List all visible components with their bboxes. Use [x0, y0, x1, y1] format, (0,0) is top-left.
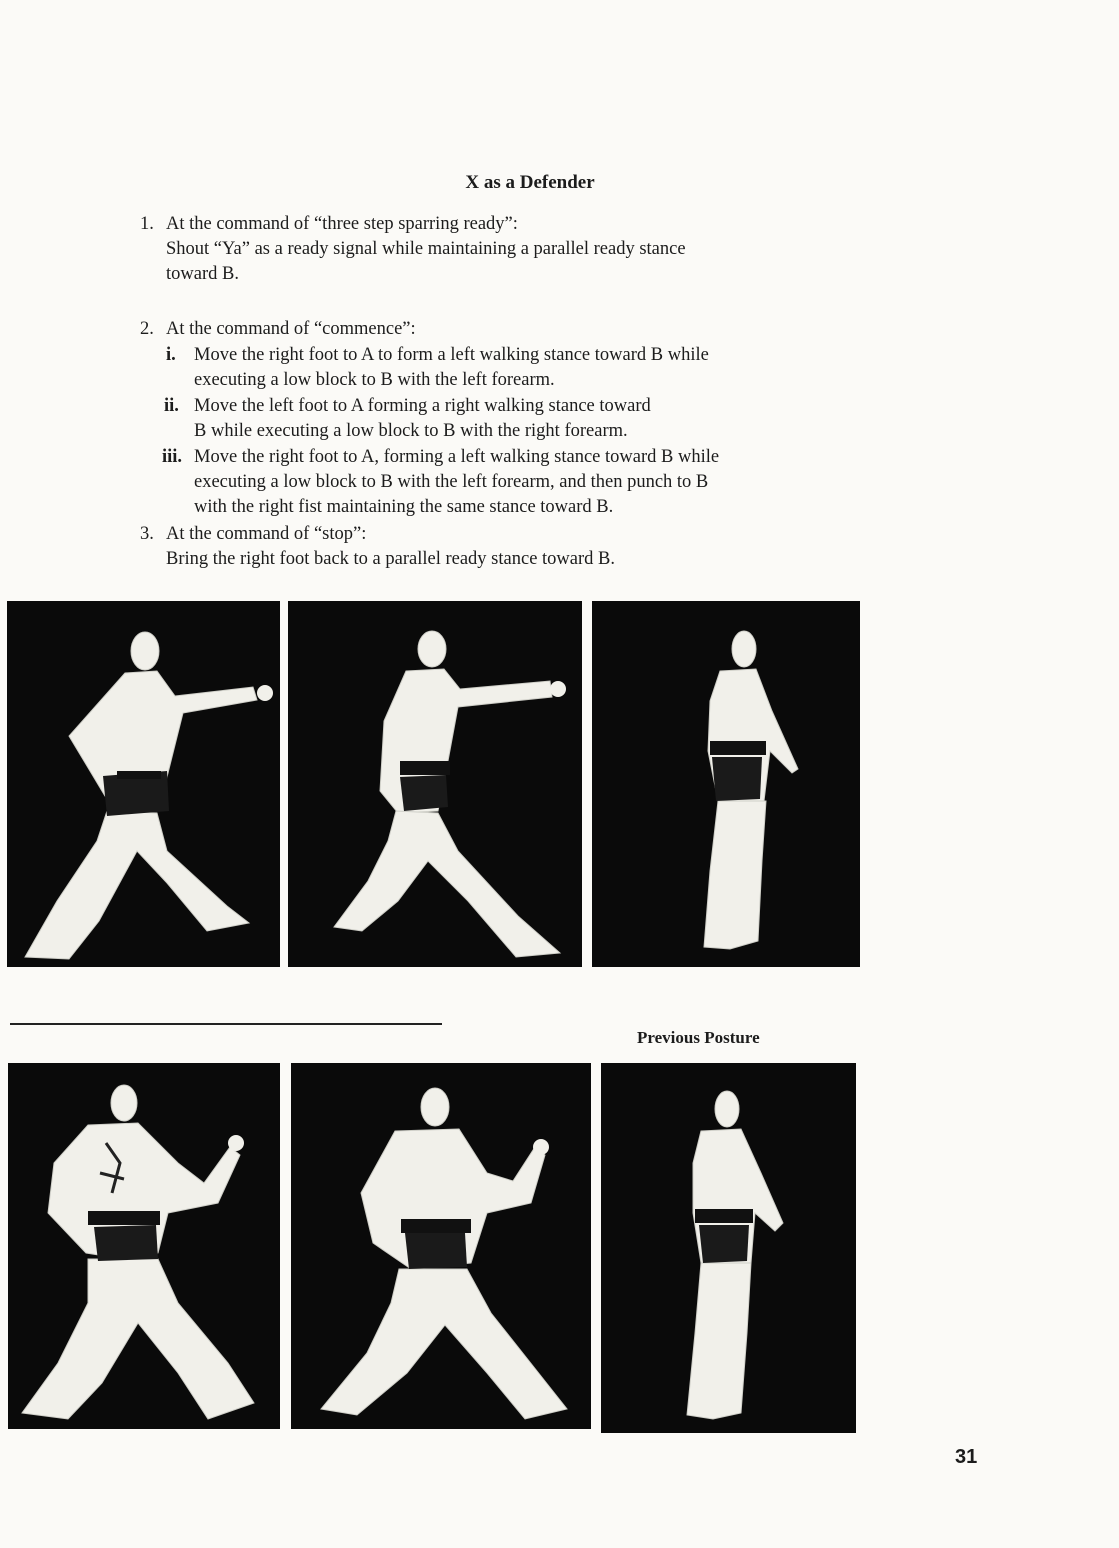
substep-line: executing a low block to B with the left forearm.	[194, 370, 555, 390]
photo-guard-back-view	[8, 1063, 280, 1429]
substep-line: Move the right foot to A to form a left walking stance toward B while	[194, 345, 709, 365]
substep-label: ii.	[164, 396, 179, 416]
step-number: 2.	[140, 319, 154, 339]
step-text-line: Bring the right foot back to a parallel ready stance toward B.	[166, 549, 615, 569]
substep-line: Move the left foot to A forming a right walking stance toward	[194, 396, 651, 416]
step-command: At the command of “three step sparring ready”:	[166, 214, 518, 234]
step-text-line: toward B.	[166, 264, 239, 284]
step-number: 3.	[140, 524, 154, 544]
step-command: At the command of “commence”:	[166, 319, 416, 339]
photo-guard-front-view	[291, 1063, 591, 1429]
photo-punch-left-walking-stance	[7, 601, 280, 967]
photo-punch-right-walking-stance	[288, 601, 582, 967]
step-command: At the command of “stop”:	[166, 524, 367, 544]
substep-label: iii.	[162, 447, 183, 467]
substep-label: i.	[166, 345, 176, 365]
step-text-line: Shout “Ya” as a ready signal while maintaining a parallel ready stance	[166, 239, 686, 259]
section-heading: X as a Defender	[465, 172, 595, 193]
page-number: 31	[955, 1446, 978, 1468]
substep-line: B while executing a low block to B with the right forearm.	[194, 421, 628, 441]
step-number: 1.	[140, 214, 154, 234]
substep-line: Move the right foot to A, forming a left walking stance toward B while	[194, 447, 720, 467]
substep-line: executing a low block to B with the left forearm, and then punch to B	[194, 472, 709, 492]
previous-posture-label: Previous Posture	[637, 1028, 760, 1047]
photo-parallel-ready-stance	[592, 601, 860, 967]
photo-ready-stance-side-view	[601, 1063, 856, 1433]
substep-line: with the right fist maintaining the same stance toward B.	[194, 497, 614, 517]
divider-rule	[10, 1023, 442, 1025]
